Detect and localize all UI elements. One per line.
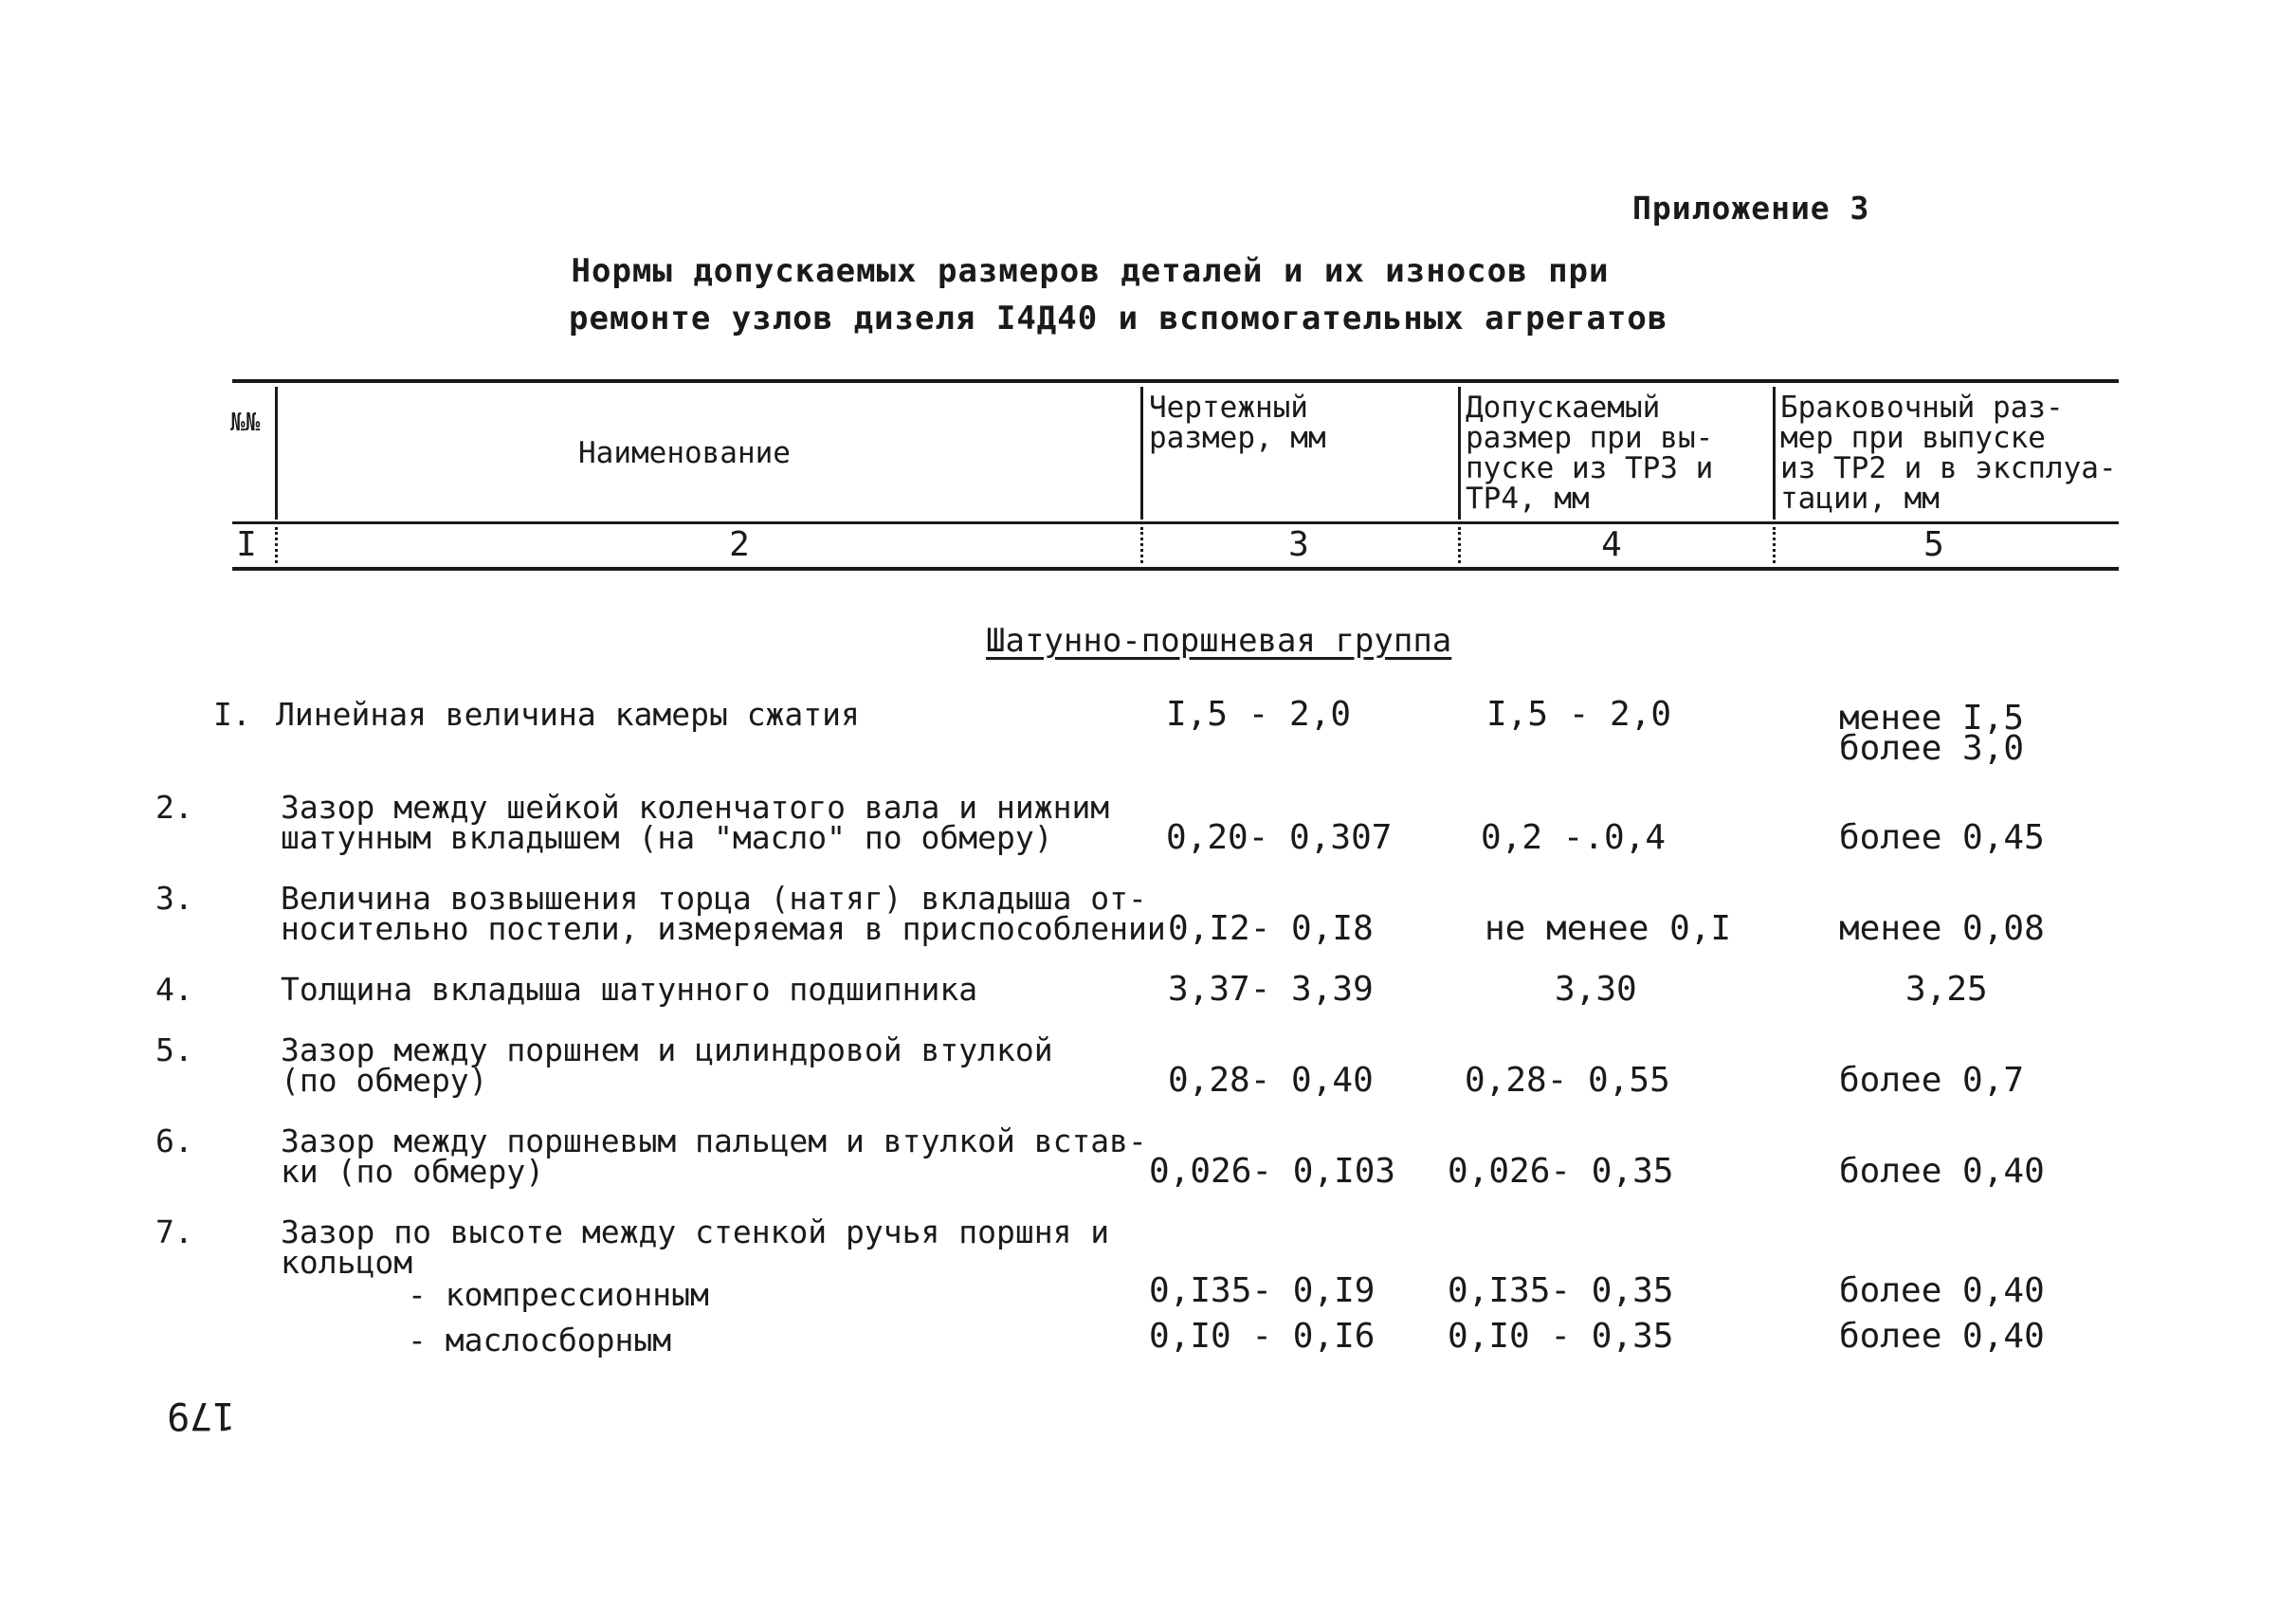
reject-size: более 0,40	[1839, 1271, 2045, 1310]
col-divider-1	[275, 387, 278, 520]
header-top-rule	[232, 379, 2119, 383]
header-col-drawing: Чертежный размер, мм	[1149, 391, 1326, 455]
num-divider-3	[1458, 527, 1461, 563]
drawing-size: I,5 - 2,0	[1166, 695, 1352, 734]
row-name: Величина возвышения торца (натяг) вкладыша от- носительно постели, измеряемая в приспособлении	[281, 880, 1166, 947]
header-col-allowed: Допускаемый размер при вы- пуске из ТР3 и ТР4, мм	[1466, 391, 1714, 516]
header-mid-rule	[232, 521, 2119, 524]
allowed-size: 0,I0 - 0,35	[1448, 1317, 1674, 1356]
header-col-reject: Браковочный раз- мер при выпуске из ТР2 и в эксплуа- тации, мм	[1780, 391, 2117, 516]
appendix-label: Приложение 3	[1632, 190, 1870, 227]
row-number: 6.	[155, 1122, 193, 1159]
row-name: Зазор по высоте между стенкой ручья поршня и кольцом	[281, 1213, 1110, 1281]
reject-size: менее I,5 более 3,0	[1839, 699, 2025, 768]
col-divider-2	[1140, 387, 1143, 520]
header-num-4: 4	[1601, 525, 1622, 564]
header-num-5: 5	[1923, 525, 1944, 564]
allowed-size: I,5 - 2,0	[1486, 695, 1672, 734]
allowed-size: 0,026- 0,35	[1448, 1152, 1674, 1191]
header-bottom-rule	[232, 567, 2119, 571]
reject-size: более 0,40	[1839, 1152, 2045, 1191]
reject-size: более 0,7	[1839, 1061, 2025, 1100]
drawing-size: 0,20- 0,307	[1166, 818, 1393, 857]
reject-size: более 0,40	[1839, 1317, 2045, 1356]
allowed-size: 3,30	[1555, 970, 1637, 1009]
reject-size: более 0,45	[1839, 818, 2045, 857]
header-num-2: 2	[729, 525, 750, 564]
header-num-1: I	[236, 525, 257, 564]
row-name: Линейная величина камеры сжатия	[276, 696, 860, 733]
row-name: Зазор между шейкой коленчатого вала и нижним шатунным вкладышем (на "масло" по обмеру)	[281, 789, 1110, 856]
subrow-name: - компрессионным	[408, 1276, 709, 1313]
subrow-name: - маслосборным	[408, 1322, 672, 1359]
row-number: 7.	[155, 1213, 193, 1250]
reject-size: 3,25	[1905, 970, 1988, 1009]
header-col-name: Наименование	[578, 436, 791, 470]
header-col-number: №№	[230, 409, 261, 437]
col-divider-3	[1458, 387, 1461, 520]
row-name: Толщина вкладыша шатунного подшипника	[281, 971, 978, 1008]
page-number: 179	[167, 1394, 236, 1437]
row-number: 4.	[155, 971, 193, 1008]
allowed-size: 0,2 -.0,4	[1481, 818, 1667, 857]
allowed-size: 0,28- 0,55	[1465, 1061, 1670, 1100]
page-title-line2: ремонте узлов дизеля I4Д40 и вспомогательных агрегатов	[569, 300, 1668, 337]
num-divider-2	[1140, 527, 1143, 563]
drawing-size: 0,I35- 0,I9	[1149, 1271, 1376, 1310]
header-num-3: 3	[1288, 525, 1309, 564]
section-title: Шатунно-поршневая группа	[986, 622, 1452, 660]
row-number: 2.	[155, 789, 193, 826]
col-divider-4	[1773, 387, 1776, 520]
row-number: 3.	[155, 880, 193, 917]
row-number: 5.	[155, 1031, 193, 1068]
num-divider-1	[275, 527, 278, 563]
reject-size: менее 0,08	[1839, 909, 2045, 948]
drawing-size: 0,I0 - 0,I6	[1149, 1317, 1376, 1356]
drawing-size: 0,026- 0,I03	[1149, 1152, 1396, 1191]
drawing-size: 3,37- 3,39	[1168, 970, 1374, 1009]
drawing-size: 0,I2- 0,I8	[1168, 909, 1374, 948]
row-name: Зазор между поршнем и цилиндровой втулкой (по обмеру)	[281, 1031, 1053, 1099]
drawing-size: 0,28- 0,40	[1168, 1061, 1374, 1100]
num-divider-4	[1773, 527, 1776, 563]
row-name: Зазор между поршневым пальцем и втулкой встав- ки (по обмеру)	[281, 1122, 1147, 1190]
row-number: I.	[213, 696, 251, 733]
page-title-line1: Нормы допускаемых размеров деталей и их износов при	[571, 252, 1610, 290]
allowed-size: не менее 0,I	[1485, 909, 1732, 948]
allowed-size: 0,I35- 0,35	[1448, 1271, 1674, 1310]
